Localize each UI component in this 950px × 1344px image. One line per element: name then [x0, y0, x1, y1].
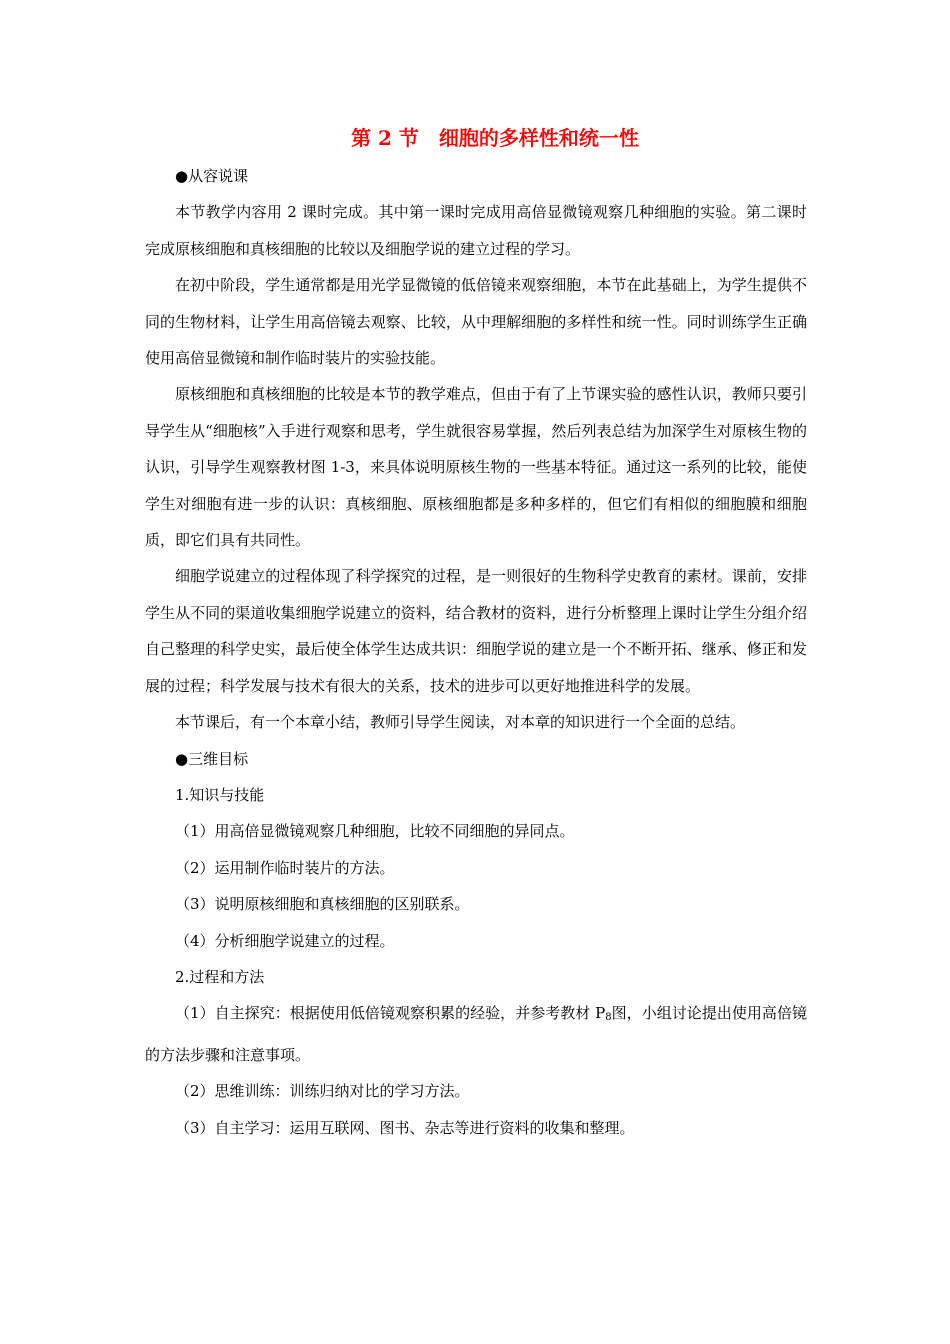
paragraph: 在初中阶段，学生通常都是用光学显微镜的低倍镜来观察细胞，本节在此基础上，为学生提供不同的生物材料，让学生用高倍镜去观察、比较，从中理解细胞的多样性和统一性。同时训练学生正确使用高倍显微镜和制作临时装片的实验技能。	[145, 276, 807, 368]
paragraph: 本节课后，有一个本章小结，教师引导学生阅读，对本章的知识进行一个全面的总结。	[175, 713, 746, 732]
list-item: （3）说明原核细胞和真核细胞的区别联系。	[175, 895, 470, 914]
subsection-heading-knowledge: 1.知识与技能	[175, 785, 265, 804]
section-heading-goals: ●三维目标	[175, 749, 249, 768]
page-title: 第 2 节 细胞的多样性和统一性	[351, 126, 639, 150]
subscript: 8	[605, 1012, 612, 1024]
subsection-heading-process: 2.过程和方法	[175, 967, 265, 986]
list-item-text: 图，小组讨论提出使用高倍镜的方法步骤和注意事项。	[145, 1004, 807, 1064]
list-item: （4）分析细胞学说建立的过程。	[175, 931, 395, 950]
paragraph: 本节教学内容用 2 课时完成。其中第一课时完成用高倍显微镜观察几种细胞的实验。第二课时完成原核细胞和真核细胞的比较以及细胞学说的建立过程的学习。	[145, 203, 807, 258]
list-item-text: （1）自主探究：根据使用低倍镜观察积累的经验，并参考教材 P	[175, 1004, 606, 1023]
list-item: （2）思维训练：训练归纳对比的学习方法。	[175, 1082, 470, 1101]
paragraph: 细胞学说建立的过程体现了科学探究的过程，是一则很好的生物科学史教育的素材。课前，安排学生从不同的渠道收集细胞学说建立的资料，结合教材的资料，进行分析整理上课时让学生分组介绍自己整理的科学史实，最后使全体学生达成共识：细胞学说的建立是一个不断开拓、继承、修正和发展的过程；科学发展与技术有很大的关系，技术的进步可以更好地推进科学的发展。	[145, 567, 807, 695]
list-item: （2）运用制作临时装片的方法。	[175, 858, 395, 877]
list-item	[145, 995, 807, 1073]
list-item: （3）自主学习：运用互联网、图书、杂志等进行资料的收集和整理。	[175, 1118, 635, 1137]
document-body	[145, 158, 807, 1146]
section-heading-intro: ●从容说课	[175, 167, 249, 185]
list-item: （1）用高倍显微镜观察几种细胞，比较不同细胞的异同点。	[175, 822, 575, 841]
paragraph: 原核细胞和真核细胞的比较是本节的教学难点，但由于有了上节课实验的感性认识，教师只要引导学生从“细胞核”入手进行观察和思考，学生就很容易掌握，然后列表总结为加深学生对原核生物的认识，引导学生观察教材图 1-3，来具体说明原核生物的一些基本特征。通过这一系列的比较，能使学生对细胞有进一步的认识：真核细胞、原核细胞都是多种多样的，但它们有相似的细胞膜和细胞质，即它们具有共同性。	[145, 385, 807, 550]
